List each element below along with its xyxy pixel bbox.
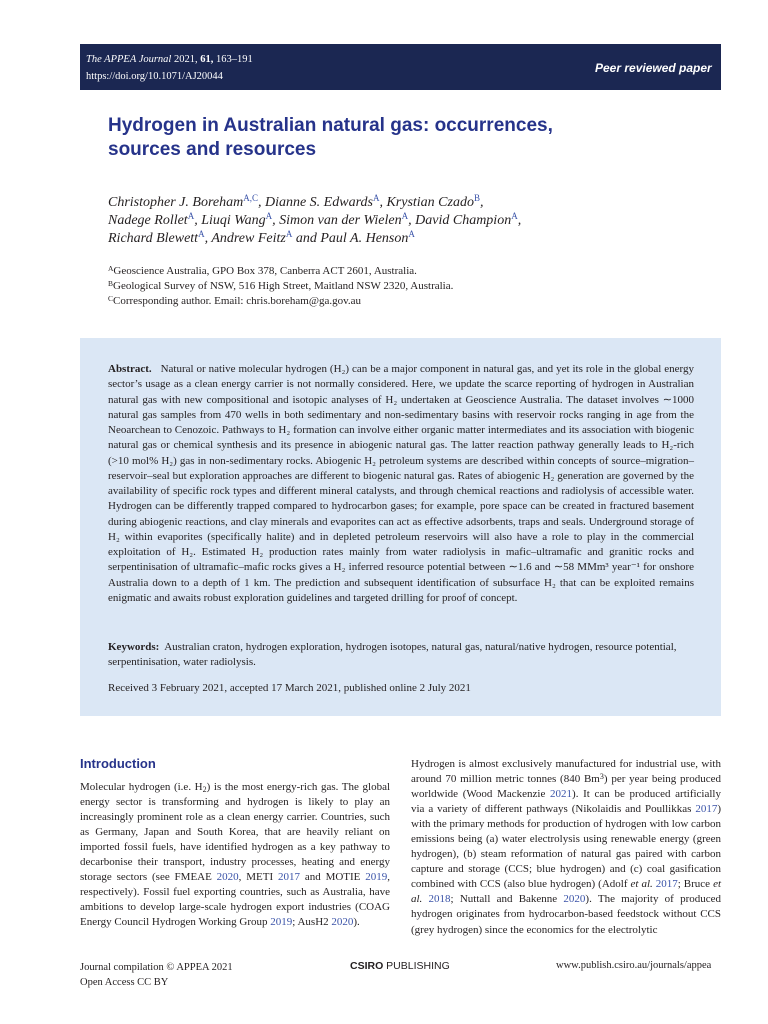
reference-year-link[interactable]: 2018 xyxy=(428,893,451,906)
author-name: Richard Blewett xyxy=(108,231,199,246)
reference-year-link[interactable]: 2017 xyxy=(655,878,678,891)
received-dates: Received 3 February 2021, accepted 17 March 2021, published online 2 July 2021 xyxy=(108,682,471,694)
reference-year-link[interactable]: 2020 xyxy=(563,893,586,906)
footer-copyright: Journal compilation © APPEA 2021 Open Access CC BY xyxy=(80,962,233,988)
author-affiliation-mark: A xyxy=(187,211,195,221)
author-name: Simon van der Wielen xyxy=(279,213,402,228)
author-name: Andrew Feitz xyxy=(211,231,286,246)
author-name: Paul A. Henson xyxy=(320,231,409,246)
author-affiliation-mark: A xyxy=(265,211,273,221)
author-affiliation-mark: A xyxy=(285,229,293,239)
author-affiliation-mark: B xyxy=(473,193,480,203)
author-affiliation-mark: A xyxy=(408,229,415,239)
affiliation-line: $^A$Geoscience Australia, GPO Box 378, Canberra ACT 2601, Australia. xyxy=(108,264,417,277)
abstract-label: Abstract. xyxy=(108,363,152,375)
publisher-logo: CSIRO PUBLISHING xyxy=(350,960,450,972)
author-affiliation-mark: A xyxy=(372,193,380,203)
reference-year-link[interactable]: 2019 xyxy=(365,871,388,884)
section-heading-introduction: Introduction xyxy=(80,756,156,771)
journal-citation: The APPEA Journal 2021, 61, 163–191 xyxy=(86,54,253,65)
author-name: Liuqi Wang xyxy=(201,213,266,228)
reference-year-link[interactable]: 2017 xyxy=(695,803,718,816)
reference-year-link[interactable]: 2020 xyxy=(216,871,239,884)
author-affiliation-mark: A xyxy=(511,211,518,221)
author-name: Nadege Rollet xyxy=(108,213,188,228)
author-name: David Champion xyxy=(415,213,512,228)
affiliation-list xyxy=(108,264,453,309)
author-affiliation-mark: A xyxy=(401,211,409,221)
author-affiliation-mark: A,C xyxy=(243,193,258,203)
abstract-body: Natural or native molecular hydrogen (H₂) can be a major component in natural gas, and yet its role in the global energy sector’s usage as a clean energy carrier is not normally considered. Here, we update the scarce reporting of hydrogen in Australian natural gas with new compositional and isotopic analyses of H₂ undertaken at Geoscience Australia. The dataset involves ∼1000 natural gas samples from 470 wells in both sedimentary and non-sedimentary basins with reservoir rocks ranging in age from the Neoarchean to Cenozoic. Pathways to H₂ formation can involve either organic matter intermediates and its association with biogenic natural gas or chemical synthesis and its presence in abiogenic natural gas. The latter reaction pathway generally leads to H₂-rich (>10 mol% H₂) gas in non-sedimentary rocks. Abiogenic H₂ petroleum systems are described within concepts of source–migration–reservoir–seal but exploration approaches are different to biogenic natural gas. Rates of abiogenic H₂ generation are governed by the availability of specific rock types and different mineral catalysts, and through chemical reactions and radiolysis of accessible water. Hydrogen can be differently trapped compared to hydrocarbon gases; for example, pore space can be created in fractured basement during abiogenic reactions, and clay minerals and evaporites can act as effective adsorbents, traps and seals. Underground storage of H₂ within evaporites (specifically halite) and in depleted petroleum reservoirs will also have a role to play in the commercial exploitation of H₂. Estimated H₂ production rates mainly from water radiolysis in mafic–ultramafic and granitic rocks and serpentinisation of ultramafic–mafic rocks gives a H₂ inferred resource potential between ∼1.6 and ∼58 MMm³ year⁻¹ for onshore Australia down to a depth of 1 km. The prediction and subsequent identification of subsurface H₂ that can be exploited remains enigmatic and awaits robust exploration guidelines and targeted drilling for proof of concept. xyxy=(108,363,695,604)
journal-url[interactable]: www.publish.csiro.au/journals/appea xyxy=(556,960,712,971)
affiliation-line: $^B$Geological Survey of NSW, 516 High Street, Maitland NSW 2320, Australia. xyxy=(108,279,454,292)
paper-title: Hydrogen in Australian natural gas: occurrences, sources and resources xyxy=(108,115,553,160)
reference-year-link[interactable]: 2021 xyxy=(550,788,573,801)
affiliation-line: $^C$Corresponding author. Email: chris.boreham@ga.gov.au xyxy=(108,294,362,307)
author-affiliation-mark: A xyxy=(198,229,205,239)
abstract-text xyxy=(108,362,694,606)
reference-year-link[interactable]: 2019 xyxy=(270,916,293,929)
reference-year-link[interactable]: 2020 xyxy=(331,916,354,929)
reference-year-link[interactable]: 2017 xyxy=(278,871,300,884)
author-name: Krystian Czado xyxy=(386,195,474,210)
author-name: Dianne S. Edwards xyxy=(264,195,373,210)
peer-reviewed-tag: Peer reviewed paper xyxy=(595,61,712,75)
keywords: Keywords: Australian craton, hydrogen exploration, hydrogen isotopes, natural gas, natural/native hydrogen, resource potential, serpentinisation, water radiolysis. xyxy=(108,641,677,669)
author-name: Christopher J. Boreham xyxy=(108,195,244,210)
doi-link[interactable]: https://doi.org/10.1071/AJ20044 xyxy=(86,71,223,82)
author-list: Christopher J. Boreham$^{A,C}$, Dianne S. Edwards$^A$, Krystian Czado$^B$, Nadege Rollet$^A$, Liuqi Wang$^A$, Simon van der Wielen$^A$, David Champion$^A$, Richard Blewett$^A$, Andrew Feitz$^A$ and Paul A. Henson$^A$ xyxy=(108,193,522,246)
body-column-right: Hydrogen is almost exclusively manufactured for industrial use, with around 70 million metric tonnes (840 Bm$^3$) per year being produced worldwide (Wood Mackenzie 2021). It can be produced artificially via a variety of different pathways (Nikolaidis and Poullikkas 2017) with the primary methods for production of hydrogen with low carbon emissions being (a) water electrolysis using renewable energy (green hydrogen), (b) steam reformation of natural gas paired with carbon capture and storage (CCS; blue hydrogen) and (c) coal gasification combined with CCS (also blue hydrogen) (Adolf et al. 2017; Bruce et al. 2018; Nuttall and Bakenne 2020). The majority of produced hydrogen originates from hydrocarbon-based feedstock without CCS (grey hydrogen) since the economics for the electrolytic xyxy=(411,758,722,936)
body-column-left: Molecular hydrogen (i.e. $H_2$) is the most energy-rich gas. The global energy sector is transforming and hydrogen is likely to play an increasingly prominent role as a clean energy carrier. Countries, such as Germany, Japan and South Korea, that are heavily reliant on imported fossil fuels, have identified hydrogen as a key pathway to decarbonise their transport, industry processes, heating and energy storage sectors (see FMEAE 2020, METI 2017 and MOTIE 2019, respectively). Fossil fuel exporting countries, such as Australia, have ambitions to develop large-scale hydrogen export industries (COAG Energy Council Hydrogen Working Group 2019; AusH2 2020). xyxy=(80,781,391,929)
